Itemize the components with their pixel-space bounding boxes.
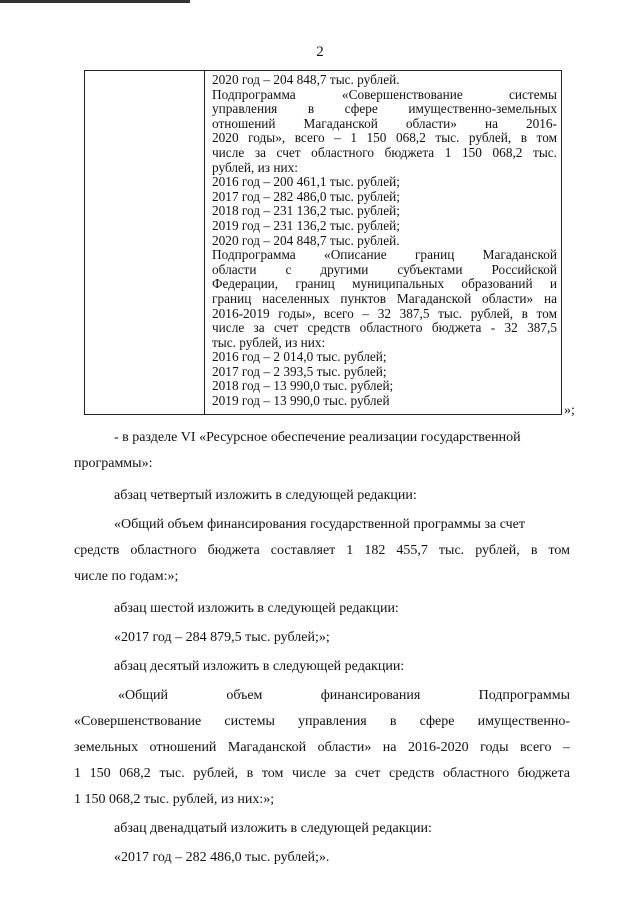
paragraph-quote-2017: «2017 год – 284 879,5 тыс. рублей;»; [114, 630, 330, 645]
paragraph-quote-2-l1: «Общий объем финансирования Подпрограммы [118, 688, 570, 703]
table-line: отношений Магаданской области» на 2016- [212, 115, 557, 131]
table-line: Федерации, границ муниципальных образований и [212, 276, 557, 292]
table-line: рублей, из них: [212, 159, 298, 175]
table-line: 2019 год – 13 990,0 тыс. рублей [212, 393, 390, 409]
top-rule [0, 0, 190, 3]
paragraph-abzac-6: абзац шестой изложить в следующей редакции: [114, 601, 399, 616]
page-number: 2 [316, 44, 324, 60]
paragraph-quote-2017-b: «2017 год – 282 486,0 тыс. рублей;». [114, 850, 330, 865]
table-line: числе за счет средств областного бюджета - 32 387,5 [212, 320, 557, 336]
closing-quote: »; [564, 403, 575, 418]
table-line: 2016 год – 200 461,1 тыс. рублей; [212, 174, 400, 190]
table-line: 2016-2019 годы», всего – 32 387,5 тыс. рублей, в том [212, 305, 557, 321]
table-right-cell [205, 71, 561, 414]
table-left-cell [85, 71, 205, 414]
table-line: 2020 год – 204 848,7 тыс. рублей. [212, 72, 400, 87]
paragraph-abzac-12: абзац двенадцатый изложить в следующей редакции: [114, 821, 432, 836]
paragraph-section-vi-cont: программы»: [74, 456, 153, 471]
table-line: 2020 год – 204 848,7 тыс. рублей. [212, 232, 400, 248]
paragraph-quote-1-l3: числе по годам:»; [74, 569, 179, 584]
paragraph-quote-2-l3: земельных отношений Магаданской области» на 2016-2020 годы всего – [74, 740, 570, 755]
table-line: тыс. рублей, из них: [212, 334, 326, 350]
paragraph-abzac-4: абзац четвертый изложить в следующей редакции: [114, 488, 417, 503]
table-line: 2017 год – 282 486,0 тыс. рублей; [212, 188, 400, 204]
table-line: границ населенных пунктов Магаданской области» на [212, 290, 557, 306]
paragraph-quote-1: «Общий объем финансирования государственной программы за счет [114, 517, 526, 532]
table-line: числе за счет областного бюджета 1 150 068,2 тыс. [212, 144, 557, 160]
table-line: Подпрограмма «Совершенствование системы [212, 86, 557, 102]
table-line: области с другими субъектами Российской [212, 261, 557, 277]
paragraph-quote-2-l4: 1 150 068,2 тыс. рублей, в том числе за счет средств областного бюджета [74, 766, 570, 781]
funding-table [84, 70, 562, 415]
paragraph-section-vi: - в разделе VI «Ресурсное обеспечение реализации государственной [114, 430, 521, 445]
paragraph-abzac-10: абзац десятый изложить в следующей редакции: [114, 659, 405, 674]
paragraph-quote-2-l5: 1 150 068,2 тыс. рублей, из них:»; [74, 792, 275, 807]
table-line: Подпрограмма «Описание границ Магаданской [212, 247, 557, 263]
table-line: управления в сфере имущественно-земельных [212, 101, 557, 117]
paragraph-quote-1-l2: средств областного бюджета составляет 1 182 455,7 тыс. рублей, в том [74, 543, 570, 558]
table-line: 2018 год – 13 990,0 тыс. рублей; [212, 378, 394, 394]
table-line: 2018 год – 231 136,2 тыс. рублей; [212, 203, 400, 219]
table-line: 2019 год – 231 136,2 тыс. рублей; [212, 217, 400, 233]
table-line: 2020 годы», всего – 1 150 068,2 тыс. рублей, в том [212, 130, 557, 146]
table-line: 2016 год – 2 014,0 тыс. рублей; [212, 349, 387, 365]
paragraph-quote-2-l2: «Совершенствование системы управления в сфере имущественно- [74, 714, 570, 729]
table-line: 2017 год – 2 393,5 тыс. рублей; [212, 363, 387, 379]
